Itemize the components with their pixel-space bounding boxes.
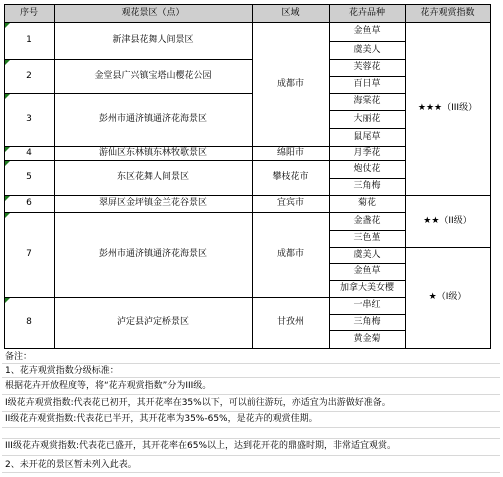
- grid-line: [329, 212, 406, 213]
- flower-cell: 三色堇: [353, 233, 381, 243]
- grid-line: [329, 93, 406, 94]
- grid-line: [329, 59, 406, 60]
- note-line: 1、花卉观赏指数分级标准：: [5, 366, 119, 376]
- grid-line: [329, 330, 406, 331]
- row-scenic: 新津县花舞人间景区: [112, 35, 194, 45]
- flower-cell: 金鱼草: [353, 266, 381, 276]
- header-index: 花卉观赏指数: [405, 4, 490, 22]
- note-line: I级花卉观赏指数:代表花已初开，其开花率在35%以下，可以前往游玩，亦适宜为出游做好准备。: [5, 398, 391, 408]
- grid-line: [405, 195, 491, 196]
- rating-cell: ★（I级）: [428, 292, 467, 302]
- region-cell: 绵阳市: [276, 147, 304, 158]
- region-cell: 宜宾市: [276, 198, 304, 208]
- region-cell: 成都市: [276, 249, 304, 259]
- row-scenic: 金堂县广兴镇宝塔山樱花公园: [94, 70, 212, 81]
- cell-marker-icon: [5, 94, 10, 99]
- notes-title: 备注：: [5, 352, 33, 362]
- grid-line: [329, 160, 406, 161]
- row-scenic: 彭州市通济镇通济花海景区: [98, 114, 207, 124]
- row-seq: 3: [26, 114, 32, 124]
- grid-line: [329, 314, 406, 315]
- grid-line: [4, 195, 253, 196]
- region-cell: 甘孜州: [276, 317, 304, 327]
- notes-gridline: [2, 472, 500, 473]
- flower-cell: 海棠花: [353, 96, 381, 106]
- grid-line: [329, 146, 406, 147]
- grid-line: [329, 247, 406, 248]
- grid-line: [329, 195, 406, 196]
- grid-line: [329, 263, 406, 264]
- grid-line: [252, 297, 330, 298]
- row-seq: 2: [26, 70, 32, 81]
- notes-gridline: [2, 455, 500, 456]
- cell-marker-icon: [5, 23, 10, 28]
- grid-line: [4, 212, 253, 213]
- row-scenic: 泸定县泸定桥景区: [116, 317, 189, 327]
- flower-cell: 芙蓉花: [353, 62, 381, 72]
- notes-gridline: [2, 363, 500, 364]
- header-variety: 花卉品种: [329, 4, 405, 22]
- row-seq: 7: [26, 249, 32, 259]
- notes-gridline: [2, 411, 500, 412]
- flower-cell: 一串红: [353, 300, 381, 310]
- row-seq: 1: [26, 35, 32, 45]
- grid-line: [252, 160, 330, 161]
- grid-line: [329, 280, 406, 281]
- notes-gridline: [2, 394, 500, 395]
- cell-marker-icon: [5, 147, 10, 152]
- grid-line: [4, 22, 491, 23]
- grid-line: [4, 160, 253, 161]
- row-scenic: 翠屏区金坪镇金兰花谷景区: [98, 198, 207, 208]
- cell-marker-icon: [5, 213, 10, 218]
- flower-cell: 加拿大美女樱: [339, 283, 394, 293]
- notes-gridline: [2, 438, 500, 439]
- grid-line: [4, 297, 253, 298]
- row-scenic: 游仙区东林镇东林牧歌景区: [98, 147, 207, 158]
- flower-cell: 虞美人: [353, 44, 381, 55]
- grid-line: [329, 230, 406, 231]
- note-line: 2、未开花的景区暂未列入此表。: [5, 460, 137, 470]
- row-scenic: 东区花舞人间景区: [116, 172, 189, 182]
- region-cell: 成都市: [276, 78, 304, 89]
- grid-line: [405, 247, 491, 248]
- flower-cell: 金鱼草: [353, 26, 381, 36]
- flower-cell: 菊花: [357, 198, 376, 208]
- grid-line: [4, 146, 253, 147]
- notes-gridline: [2, 377, 500, 378]
- flower-cell: 金盏花: [353, 215, 381, 226]
- region-cell: 攀枝花市: [272, 172, 309, 182]
- flower-cell: 鼠尾草: [353, 131, 381, 142]
- flower-cell: 百日草: [353, 79, 381, 89]
- note-line: II级花卉观赏指数:代表花已半开，其开花率为35%-65%，是花卉的观赏佳期。: [5, 414, 318, 424]
- grid-line: [4, 348, 491, 349]
- row-scenic: 彭州市通济镇通济花海景区: [98, 249, 207, 259]
- header-seq: 序号: [4, 4, 54, 22]
- grid-line: [329, 128, 406, 129]
- flower-cell: 黄金菊: [353, 333, 381, 344]
- flower-cell: 三角梅: [353, 181, 381, 191]
- grid-line: [252, 146, 330, 147]
- flower-cell: 三角梅: [353, 316, 381, 327]
- rating-cell: ★★★（III级）: [417, 103, 478, 113]
- notes-gridline: [2, 427, 500, 428]
- grid-line: [4, 4, 491, 5]
- header-region: 区域: [252, 4, 329, 22]
- grid-line: [490, 4, 491, 349]
- grid-line: [4, 59, 253, 60]
- cell-marker-icon: [5, 60, 10, 65]
- note-line: 根据花卉开放程度等，将“花卉观赏指数”分为III级。: [5, 381, 212, 391]
- grid-line: [252, 195, 330, 196]
- header-scenic: 观花景区（点）: [54, 4, 252, 22]
- row-seq: 4: [26, 147, 32, 158]
- cell-marker-icon: [5, 196, 10, 201]
- grid-line: [252, 212, 330, 213]
- flower-cell: 大丽花: [353, 113, 381, 124]
- row-seq: 5: [26, 172, 32, 182]
- grid-line: [329, 41, 406, 42]
- grid-line: [329, 110, 406, 111]
- row-seq: 8: [26, 317, 32, 327]
- cell-marker-icon: [5, 161, 10, 166]
- grid-line: [329, 76, 406, 77]
- cell-marker-icon: [5, 298, 10, 303]
- flower-cell: 月季花: [353, 147, 381, 158]
- grid-line: [329, 297, 406, 298]
- note-line: III级花卉观赏指数:代表花已盛开，其开花率在65%以上，达到花开花的鼎盛时期，非常适宜观赏。: [5, 441, 397, 451]
- row-seq: 6: [26, 198, 32, 208]
- flower-cell: 炮仗花: [353, 163, 381, 174]
- grid-line: [4, 93, 253, 94]
- grid-line: [329, 178, 406, 179]
- rating-cell: ★★（II级）: [423, 215, 472, 226]
- flower-cell: 虞美人: [353, 249, 381, 260]
